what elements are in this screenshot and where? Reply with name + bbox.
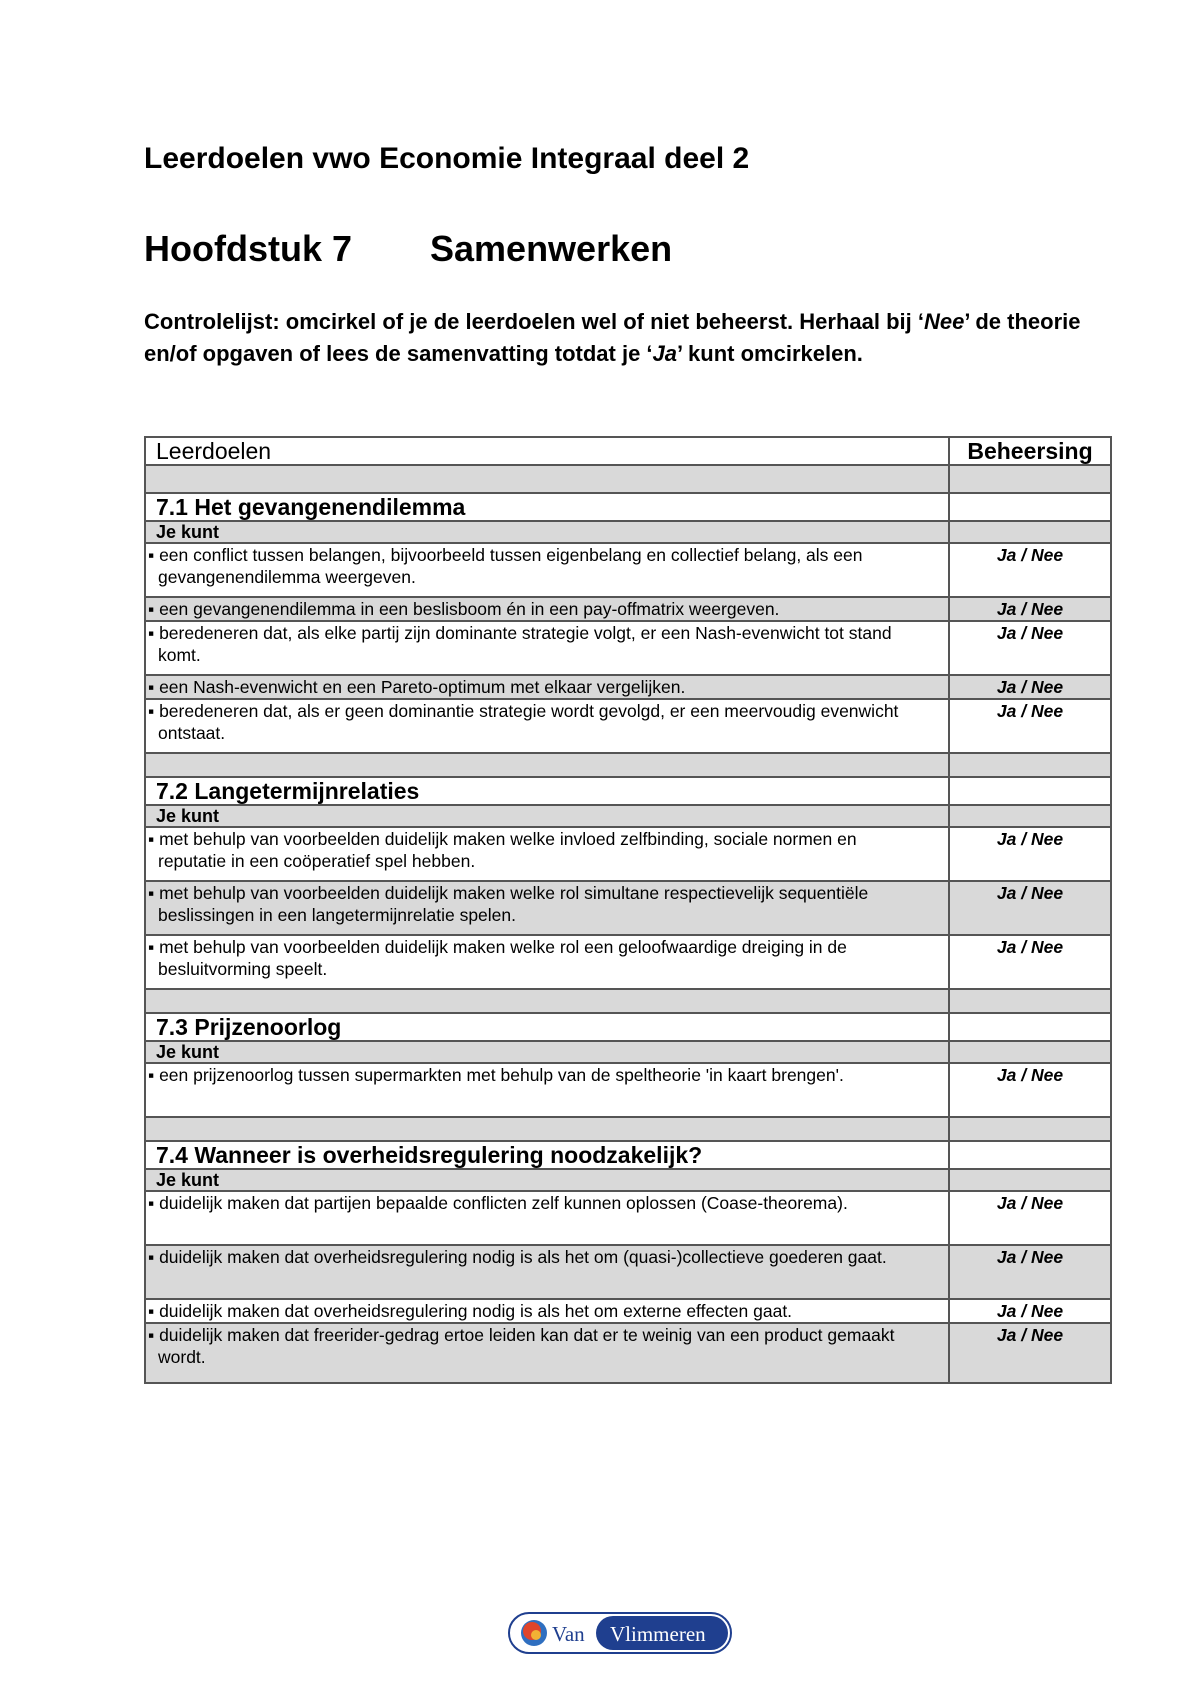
ja-nee-answer: Ja / Nee	[949, 597, 1111, 621]
je-kunt-row	[145, 521, 1111, 543]
ja-nee-answer: Ja / Nee	[949, 675, 1111, 699]
learning-goal-text: ▪ beredeneren dat, als er geen dominantie strategie wordt gevolgd, er een meervoudig evenwicht ontstaat.	[145, 699, 949, 753]
je-kunt-mastery-empty	[949, 1169, 1111, 1191]
je-kunt-label: Je kunt	[145, 1041, 949, 1063]
chapter-heading	[144, 228, 672, 270]
section-mastery-empty	[949, 1013, 1111, 1041]
intro-nee: Nee	[923, 309, 965, 334]
section-title: 7.3 Prijzenoorlog	[145, 1013, 949, 1041]
learning-goal-row	[145, 827, 1111, 881]
section-title: 7.2 Langetermijnrelaties	[145, 777, 949, 805]
ja-nee-answer: Ja / Nee	[949, 1299, 1111, 1323]
intro-part-3: ’ kunt omcirkelen.	[677, 341, 863, 366]
spacer-cell	[145, 1117, 949, 1141]
learning-goal-text: ▪ met behulp van voorbeelden duidelijk maken welke rol simultane respectievelijk sequentiële beslissingen in een langetermijnrelatie spelen.	[145, 881, 949, 935]
ja-nee-answer: Ja / Nee	[949, 935, 1111, 989]
spacer-row	[145, 753, 1111, 777]
ja-nee-answer: Ja / Nee	[949, 699, 1111, 753]
ja-nee-answer: Ja / Nee	[949, 1245, 1111, 1299]
learning-goal-text: ▪ een Nash-evenwicht en een Pareto-optimum met elkaar vergelijken.	[145, 675, 949, 699]
spacer-cell	[949, 753, 1111, 777]
je-kunt-label: Je kunt	[145, 521, 949, 543]
section-mastery-empty	[949, 1141, 1111, 1169]
ja-nee-answer: Ja / Nee	[949, 881, 1111, 935]
van-vlimmeren-logo	[508, 1612, 732, 1654]
spacer-row	[145, 989, 1111, 1013]
column-header-mastery: Beheersing	[949, 437, 1111, 465]
section-title: 7.4 Wanneer is overheidsregulering noodzakelijk?	[145, 1141, 949, 1169]
spacer-cell	[145, 753, 949, 777]
je-kunt-mastery-empty	[949, 521, 1111, 543]
intro-part-1: Controlelijst: omcirkel of je de leerdoelen wel of niet beheerst. Herhaal bij ‘	[144, 309, 924, 334]
ja-nee-answer: Ja / Nee	[949, 1323, 1111, 1383]
intro-ja: Ja	[652, 341, 678, 366]
spacer-cell	[145, 989, 949, 1013]
section-title: 7.1 Het gevangenendilemma	[145, 493, 949, 521]
learning-goal-row	[145, 881, 1111, 935]
document-title: Leerdoelen vwo Economie Integraal deel 2	[144, 142, 750, 175]
intro-part-2: ’ de theorie en/of opgaven of lees de samenvatting totdat je ‘	[144, 309, 1081, 366]
section-heading-row	[145, 777, 1111, 805]
spacer-row	[145, 1117, 1111, 1141]
chapter-title: Samenwerken	[430, 228, 673, 269]
ja-nee-answer: Ja / Nee	[949, 1063, 1111, 1117]
section-mastery-empty	[949, 777, 1111, 805]
je-kunt-mastery-empty	[949, 1041, 1111, 1063]
learning-goal-text: ▪ duidelijk maken dat freerider-gedrag ertoe leiden kan dat er te weinig van een product gemaakt wordt.	[145, 1323, 949, 1383]
spacer-cell	[949, 465, 1111, 493]
learning-goal-row	[145, 935, 1111, 989]
learning-goal-text: ▪ duidelijk maken dat overheidsregulering nodig is als het om (quasi-)collectieve goederen gaat.	[145, 1245, 949, 1299]
learning-goal-text: ▪ een prijzenoorlog tussen supermarkten met behulp van de speltheorie 'in kaart brengen'.	[145, 1063, 949, 1117]
column-header-goals: Leerdoelen	[145, 437, 949, 465]
learning-goal-text: ▪ duidelijk maken dat partijen bepaalde conflicten zelf kunnen oplossen (Coase-theorema).	[145, 1191, 949, 1245]
je-kunt-label: Je kunt	[145, 805, 949, 827]
learning-goal-row	[145, 675, 1111, 699]
learning-goals-table	[144, 436, 1112, 1384]
je-kunt-row	[145, 1169, 1111, 1191]
learning-goal-text: ▪ met behulp van voorbeelden duidelijk maken welke rol een geloofwaardige dreiging in de besluitvorming speelt.	[145, 935, 949, 989]
spacer-row	[145, 465, 1111, 493]
je-kunt-mastery-empty	[949, 805, 1111, 827]
learning-goal-text: ▪ beredeneren dat, als elke partij zijn dominante strategie volgt, er een Nash-evenwicht tot stand komt.	[145, 621, 949, 675]
je-kunt-row	[145, 1041, 1111, 1063]
section-mastery-empty	[949, 493, 1111, 521]
section-heading-row	[145, 1141, 1111, 1169]
ja-nee-answer: Ja / Nee	[949, 543, 1111, 597]
ja-nee-answer: Ja / Nee	[949, 621, 1111, 675]
learning-goal-row	[145, 621, 1111, 675]
learning-goal-text: ▪ een conflict tussen belangen, bijvoorbeeld tussen eigenbelang en collectief belang, als een gevangenendilemma weergeven.	[145, 543, 949, 597]
learning-goal-text: ▪ een gevangenendilemma in een beslisboom én in een pay-offmatrix weergeven.	[145, 597, 949, 621]
learning-goal-row	[145, 1323, 1111, 1383]
section-heading-row	[145, 493, 1111, 521]
learning-goal-row	[145, 699, 1111, 753]
ja-nee-answer: Ja / Nee	[949, 1191, 1111, 1245]
learning-goal-text: ▪ duidelijk maken dat overheidsregulering nodig is als het om externe effecten gaat.	[145, 1299, 949, 1323]
ja-nee-answer: Ja / Nee	[949, 827, 1111, 881]
learning-goal-row	[145, 543, 1111, 597]
logo-word-van: Van	[552, 1622, 585, 1646]
chapter-number: Hoofdstuk 7	[144, 228, 353, 269]
learning-goal-row	[145, 1245, 1111, 1299]
learning-goal-text: ▪ met behulp van voorbeelden duidelijk maken welke invloed zelfbinding, sociale normen en reputatie in een coöperatief spel hebben.	[145, 827, 949, 881]
spacer-cell	[949, 1117, 1111, 1141]
spacer-cell	[145, 465, 949, 493]
learning-goal-row	[145, 1063, 1111, 1117]
table-body	[145, 465, 1111, 1383]
learning-goal-row	[145, 1191, 1111, 1245]
learning-goal-row	[145, 597, 1111, 621]
intro-text	[144, 306, 1104, 370]
logo-word-vlimmeren: Vlimmeren	[610, 1622, 706, 1646]
learning-goal-row	[145, 1299, 1111, 1323]
table-header-row	[145, 437, 1111, 465]
je-kunt-row	[145, 805, 1111, 827]
je-kunt-label: Je kunt	[145, 1169, 949, 1191]
spacer-cell	[949, 989, 1111, 1013]
section-heading-row	[145, 1013, 1111, 1041]
